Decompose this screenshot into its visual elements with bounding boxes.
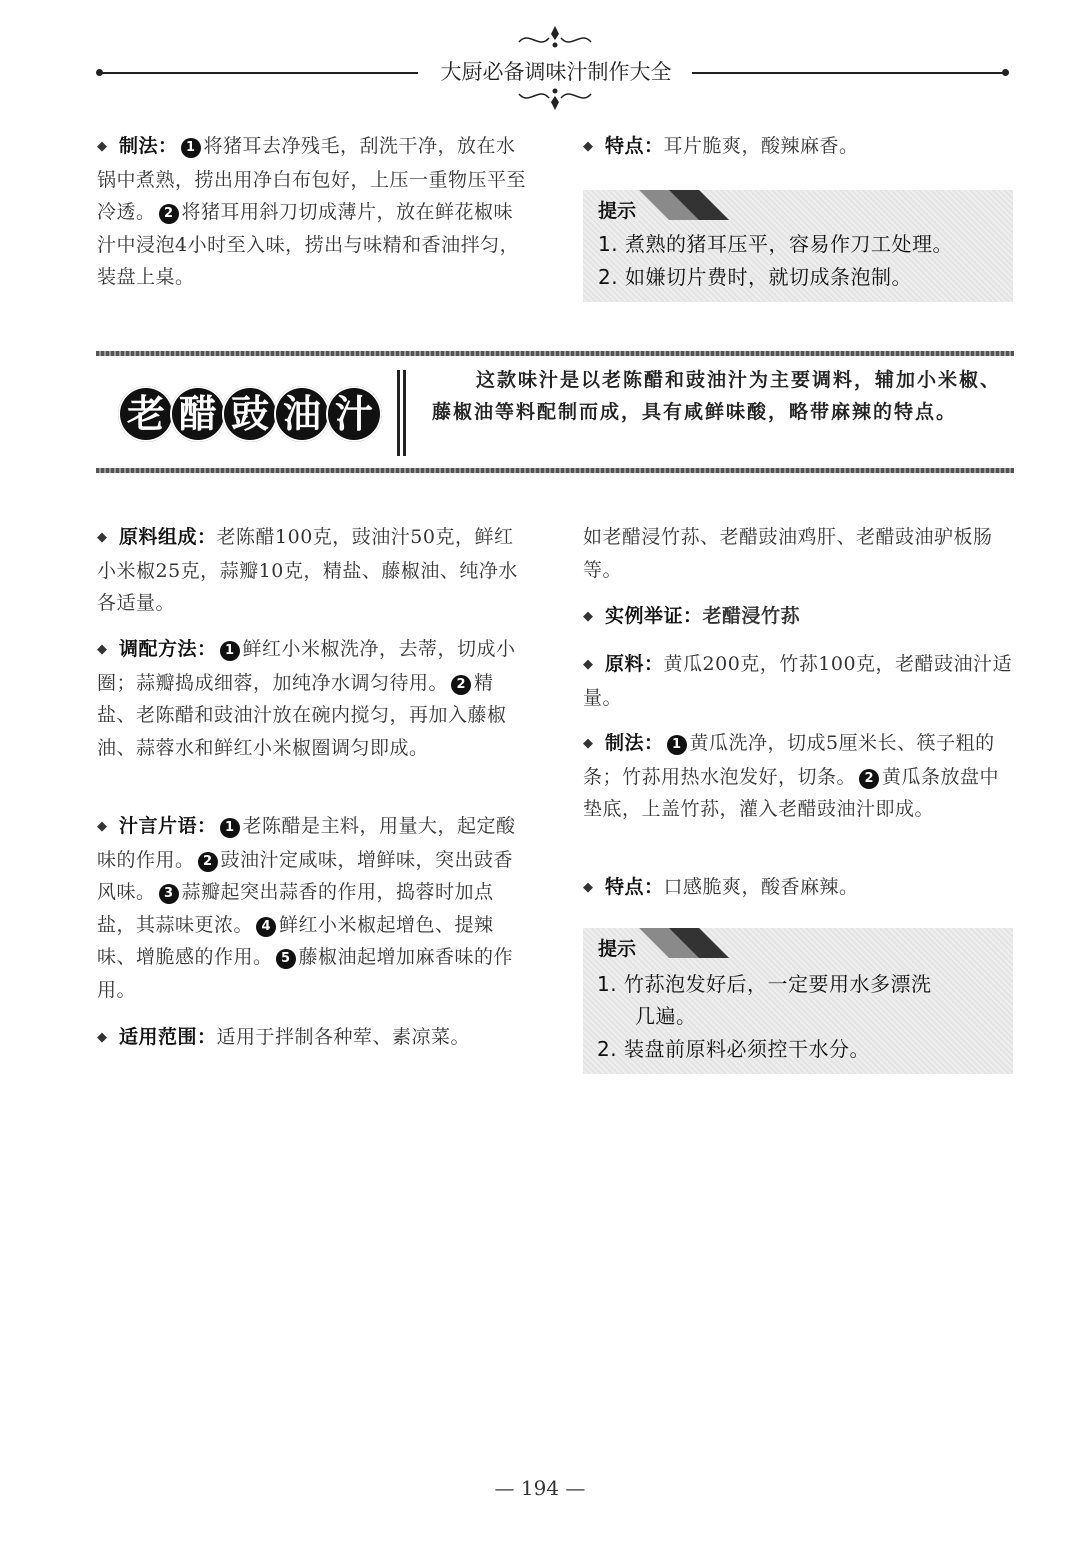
- recipe-tip-item-1: 1. 竹荪泡发好后，一定要用水多漂洗: [597, 972, 932, 996]
- note-4-icon: 4: [256, 917, 276, 937]
- example-ingredients-text: 黄瓜200克，竹荪100克，老醋豉油汁适量。: [583, 653, 1013, 709]
- note-2-icon: 2: [198, 852, 218, 872]
- example-method-label: 制法：: [605, 732, 664, 754]
- note-5-icon: 5: [276, 949, 296, 969]
- prev-feature-text: 耳片脆爽，酸辣麻香。: [663, 135, 859, 157]
- diamond-bullet-icon: ◆: [97, 530, 108, 545]
- section-title-char-1: 老: [118, 386, 174, 442]
- section-title-char-5: 汁: [326, 386, 382, 442]
- section-title-char-3: 豉: [222, 386, 278, 442]
- ingredients-paragraph: [97, 521, 529, 620]
- scope-text: 适用于拌制各种荤、素凉菜。: [216, 1026, 471, 1048]
- header-rule-left: [100, 72, 418, 74]
- notes-label: 汁言片语：: [119, 815, 217, 837]
- scope-label: 适用范围：: [119, 1026, 217, 1048]
- header-ornament-bottom: [515, 86, 595, 112]
- diamond-bullet-icon: ◆: [583, 139, 594, 154]
- step-1-icon: 1: [667, 735, 687, 755]
- example-method-paragraph: [583, 727, 1015, 826]
- section-title-char-2: 醋: [170, 386, 226, 442]
- example-feature-label: 特点：: [605, 876, 664, 898]
- prev-feature-label: 特点：: [605, 135, 664, 157]
- diamond-bullet-icon: ◆: [97, 642, 108, 657]
- prev-tip-item-1: 1. 煮熟的猪耳压平，容易作刀工处理。: [598, 232, 953, 256]
- notes-paragraph: [97, 810, 529, 1006]
- step-1-icon: 1: [220, 641, 240, 661]
- page-number: — 194 —: [494, 1476, 586, 1500]
- example-paragraph: [583, 600, 1015, 634]
- note-2: 豉油汁定咸味，增鲜味，突出豉香风味。: [97, 848, 514, 903]
- section-intro: [432, 364, 1016, 428]
- step-2-icon: 2: [159, 204, 179, 224]
- note-4: 鲜红小米椒起增色、提辣味、增脆感的作用。: [97, 913, 494, 968]
- method-paragraph: [97, 633, 529, 764]
- example-method-step2: 黄瓜条放盘中垫底，上盖竹荪，灌入老醋豉油汁即成。: [583, 765, 1000, 820]
- note-5: 藤椒油起增加麻香味的作用。: [97, 946, 514, 1001]
- prev-tip-item-2: 2. 如嫌切片费时，就切成条泡制。: [598, 265, 912, 289]
- prev-tip-box: [583, 190, 1013, 302]
- diamond-bullet-icon: ◆: [583, 880, 594, 895]
- section-rule-top: [96, 351, 1014, 356]
- example-feature-text: 口感脆爽，酸香麻辣。: [663, 876, 859, 898]
- prev-method-step2: 将猪耳用斜刀切成薄片，放在鲜花椒味汁中浸泡4小时至入味，捞出与味精和香油拌匀，装盘上桌。: [97, 201, 520, 288]
- prev-method-step1: 将猪耳去净残毛，刮洗干净，放在水锅中煮熟，捞出用净白布包好，上压一重物压平至冷透。: [97, 135, 527, 223]
- method-label: 调配方法：: [119, 638, 217, 660]
- prev-method-paragraph: [97, 130, 529, 294]
- example-ingredients-paragraph: [583, 648, 1015, 714]
- prev-feature-paragraph: [583, 130, 1013, 164]
- diamond-bullet-icon: ◆: [97, 1030, 108, 1045]
- tip-tab-icon: [639, 190, 729, 220]
- book-title: 大厨必备调味汁制作大全: [440, 60, 672, 84]
- recipe-tip-item-1-cont: 几遍。: [635, 1004, 697, 1028]
- section-rule-bottom: [96, 468, 1014, 473]
- step-2-icon: 2: [859, 769, 879, 789]
- note-3: 蒜瓣起突出蒜香的作用，捣蓉时加点盐，其蒜味更浓。: [97, 881, 494, 936]
- section-title-char-4: 油: [274, 386, 330, 442]
- example-feature-paragraph: [583, 871, 1015, 905]
- recipe-tip-label: 提示: [598, 938, 637, 960]
- recipe-tip-box: [583, 928, 1013, 1074]
- recipe-tip-item-2: 2. 装盘前原料必须控干水分。: [597, 1037, 870, 1061]
- diamond-bullet-icon: ◆: [583, 736, 594, 751]
- step-1-icon: 1: [181, 138, 201, 158]
- scope-paragraph: [97, 1021, 557, 1055]
- diamond-bullet-icon: ◆: [97, 819, 108, 834]
- header-rule-right: [692, 72, 1006, 74]
- ingredients-text: 老陈醋100克，豉油汁50克，鲜红小米椒25克，蒜瓣10克，精盐、藤椒油、纯净水各适量。: [97, 526, 518, 614]
- note-3-icon: 3: [159, 884, 179, 904]
- prev-tip-label: 提示: [598, 200, 637, 222]
- tip-tab-icon: [639, 928, 729, 958]
- example-method-step1: 黄瓜洗净，切成5厘米长、筷子粗的条；竹荪用热水泡发好，切条。: [583, 732, 995, 788]
- header-rule-dot-right: [1002, 69, 1009, 76]
- note-1: 老陈醋是主料，用量大，起定酸味的作用。: [97, 815, 516, 871]
- header-ornament-top: [515, 24, 595, 50]
- diamond-bullet-icon: ◆: [97, 139, 108, 154]
- example-ingredients-label: 原料：: [605, 653, 664, 675]
- section-intro-text: 这款味汁是以老陈醋和豉油汁为主要调料，辅加小米椒、藤椒油等料配制而成，具有咸鲜味酸，略带麻辣的特点。: [432, 369, 1002, 423]
- prev-method-label: 制法：: [119, 135, 178, 157]
- method-step1: 鲜红小米椒洗净，去蒂，切成小圈；蒜瓣捣成细蓉，加纯净水调匀待用。: [97, 638, 516, 694]
- ingredients-label: 原料组成：: [119, 526, 217, 548]
- example-text: 老醋浸竹荪: [702, 605, 801, 627]
- scope-continued: 如老醋浸竹荪、老醋豉油鸡肝、老醋豉油驴板肠等。: [583, 526, 993, 581]
- step-2-icon: 2: [451, 675, 471, 695]
- section-divider-right: [403, 370, 406, 456]
- note-1-icon: 1: [220, 818, 240, 838]
- section-divider-left: [397, 370, 400, 456]
- diamond-bullet-icon: ◆: [583, 609, 594, 624]
- method-step2: 精盐、老陈醋和豉油汁放在碗内搅匀，再加入藤椒油、蒜蓉水和鲜红小米椒圈调匀即成。: [97, 671, 507, 759]
- diamond-bullet-icon: ◆: [583, 657, 594, 672]
- example-label: 实例举证：: [605, 605, 703, 627]
